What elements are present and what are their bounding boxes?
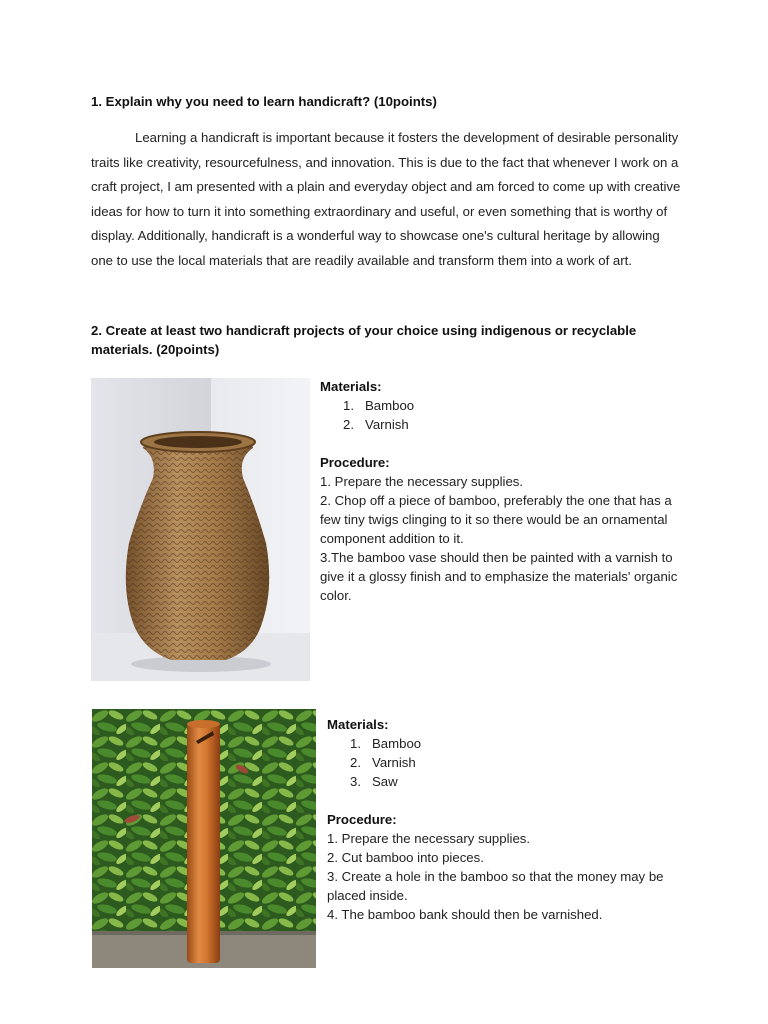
- vase-image: [91, 378, 310, 681]
- list-item: [343, 396, 685, 415]
- material-name: Varnish: [365, 417, 409, 432]
- project-2-details: [327, 715, 687, 924]
- question-1-answer: Learning a handicraft is important because it fosters the development of desirable personality traits like creativity, resourcefulness, and innovation. This is due to the fact that whenever I work on a craft project, I am presented with a plain and everyday object and am forced to come up with creative ideas for how to turn it into something extraordinary and useful, or even something that is worthy of display. Additionally, handicraft is a wonderful way to showcase one's cultural heritage by allowing one to use the local materials that are readily available and transform them into a work of art.: [91, 130, 681, 268]
- question-1-heading: 1. Explain why you need to learn handicraft? (10points): [91, 94, 437, 109]
- list-item: [350, 753, 687, 772]
- list-number: 2.: [343, 417, 354, 432]
- procedure-step: 2. Chop off a piece of bamboo, preferably the one that has a few tiny twigs clinging to it so there would be an ornamental component addition to it.: [320, 493, 672, 546]
- project-2-materials-list: [327, 734, 687, 791]
- material-name: Saw: [372, 774, 398, 789]
- project-2-materials-label: Materials:: [327, 717, 389, 732]
- list-item: [350, 772, 687, 791]
- material-name: Bamboo: [365, 398, 415, 413]
- project-1-procedure-label: Procedure:: [320, 455, 390, 470]
- list-item: [350, 734, 687, 753]
- project-1-details: [320, 377, 685, 605]
- bamboo-bank-photo: [92, 709, 316, 968]
- list-item: [343, 415, 685, 434]
- bank-image: [92, 709, 316, 968]
- woven-vase-photo: [91, 378, 310, 681]
- question-2-heading: 2. Create at least two handicraft projects of your choice using indigenous or recyclable materials. (20points): [91, 323, 637, 357]
- procedure-step: 2. Cut bamboo into pieces.: [327, 850, 484, 865]
- material-name: Bamboo: [372, 736, 422, 751]
- procedure-step: 4. The bamboo bank should then be varnished.: [327, 907, 603, 922]
- list-number: 3.: [350, 774, 361, 789]
- project-1-materials-list: [320, 396, 685, 434]
- list-number: 1.: [343, 398, 354, 413]
- procedure-step: 3.The bamboo vase should then be painted with a varnish to give it a glossy finish and to emphasize the materials' organic color.: [320, 550, 678, 603]
- list-number: 2.: [350, 755, 361, 770]
- material-name: Varnish: [372, 755, 416, 770]
- project-1-materials-label: Materials:: [320, 379, 382, 394]
- procedure-step: 1. Prepare the necessary supplies.: [320, 474, 524, 489]
- list-number: 1.: [350, 736, 361, 751]
- project-2-procedure-label: Procedure:: [327, 812, 397, 827]
- procedure-step: 1. Prepare the necessary supplies.: [327, 831, 531, 846]
- procedure-step: 3. Create a hole in the bamboo so that the money may be placed inside.: [327, 869, 664, 903]
